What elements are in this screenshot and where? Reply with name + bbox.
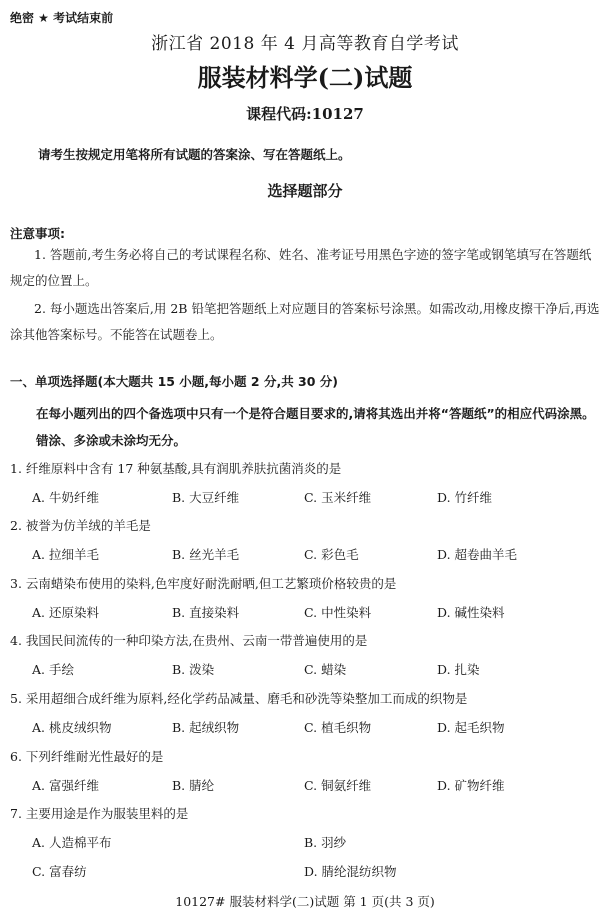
part-heading: 一、单项选择题(本大题共 15 小题,每小题 2 分,共 30 分)	[10, 374, 339, 389]
question-option: C. 富春纺	[32, 864, 87, 879]
question-option: D. 碱性染料	[437, 605, 505, 620]
question-option: D. 竹纤维	[437, 490, 493, 505]
question-option: D. 扎染	[437, 662, 480, 677]
confidential-label: 绝密 ★ 考试结束前	[10, 11, 114, 25]
question-stem: 1. 纤维原料中含有 17 种氨基酸,具有润肌养肤抗菌消炎的是	[10, 461, 342, 476]
question-stem: 2. 被誉为仿羊绒的羊毛是	[10, 518, 151, 533]
question-option: C. 蜡染	[304, 662, 347, 677]
part-description: 在每小题列出的四个备选项中只有一个是符合题目要求的,请将其选出并将“答题纸”的相应代码涂黑。错涂、多涂或未涂均无分。	[36, 406, 595, 448]
note-item-1: 1. 答题前,考生务必将自己的考试课程名称、姓名、准考证号用黑色字迹的签字笔或钢笔填写在答题纸规定的位置上。	[10, 247, 592, 288]
question-option: B. 大豆纤维	[172, 490, 240, 505]
question-option: C. 铜氨纤维	[304, 778, 372, 793]
page-footer: 10127# 服装材料学(二)试题 第 1 页(共 3 页)	[175, 894, 435, 909]
question-option: A. 富强纤维	[32, 778, 99, 793]
question-option: A. 桃皮绒织物	[32, 720, 112, 735]
question-option: B. 泼染	[172, 662, 215, 677]
section-title: 选择题部分	[267, 182, 343, 200]
question-option: D. 起毛织物	[437, 720, 505, 735]
question-stem: 6. 下列纤维耐光性最好的是	[10, 749, 164, 764]
question-option: B. 丝光羊毛	[172, 547, 240, 562]
question-stem: 7. 主要用途是作为服装里料的是	[10, 806, 189, 821]
question-option: B. 腈纶	[172, 778, 215, 793]
question-option: D. 超卷曲羊毛	[437, 547, 518, 562]
question-option: C. 彩色毛	[304, 547, 359, 562]
question-option: A. 手绘	[32, 662, 74, 677]
question-option: A. 牛奶纤维	[32, 490, 99, 505]
paper-title: 服装材料学(二)试题	[197, 63, 413, 92]
exam-title: 浙江省 2018 年 4 月高等教育自学考试	[151, 34, 459, 54]
question-option: C. 中性染料	[304, 605, 372, 620]
question-option: B. 直接染料	[172, 605, 240, 620]
question-option: C. 玉米纤维	[304, 490, 372, 505]
course-code: 课程代码:10127	[246, 105, 364, 123]
question-option: B. 起绒织物	[172, 720, 240, 735]
question-option: A. 人造棉平布	[32, 835, 112, 850]
question-option: C. 植毛织物	[304, 720, 372, 735]
notes-title: 注意事项:	[10, 226, 65, 241]
question-option: D. 矿物纤维	[437, 778, 505, 793]
question-stem: 3. 云南蜡染布使用的染料,色牢度好耐洗耐晒,但工艺繁琐价格较贵的是	[10, 576, 397, 591]
question-option: D. 腈纶混纺织物	[304, 864, 397, 879]
question-option: A. 还原染料	[32, 605, 99, 620]
question-stem: 4. 我国民间流传的一种印染方法,在贵州、云南一带普遍使用的是	[10, 633, 368, 648]
question-stem: 5. 采用超细合成纤维为原料,经化学药品减量、磨毛和砂洗等染整加工而成的织物是	[10, 691, 468, 706]
answer-instruction: 请考生按规定用笔将所有试题的答案涂、写在答题纸上。	[38, 147, 351, 162]
question-option: B. 羽纱	[304, 835, 347, 850]
note-item-2: 2. 每小题选出答案后,用 2B 铅笔把答题纸上对应题目的答案标号涂黑。如需改动,用橡皮擦干净后,再选涂其他答案标号。不能答在试题卷上。	[10, 301, 600, 342]
question-option: A. 拉细羊毛	[32, 547, 99, 562]
